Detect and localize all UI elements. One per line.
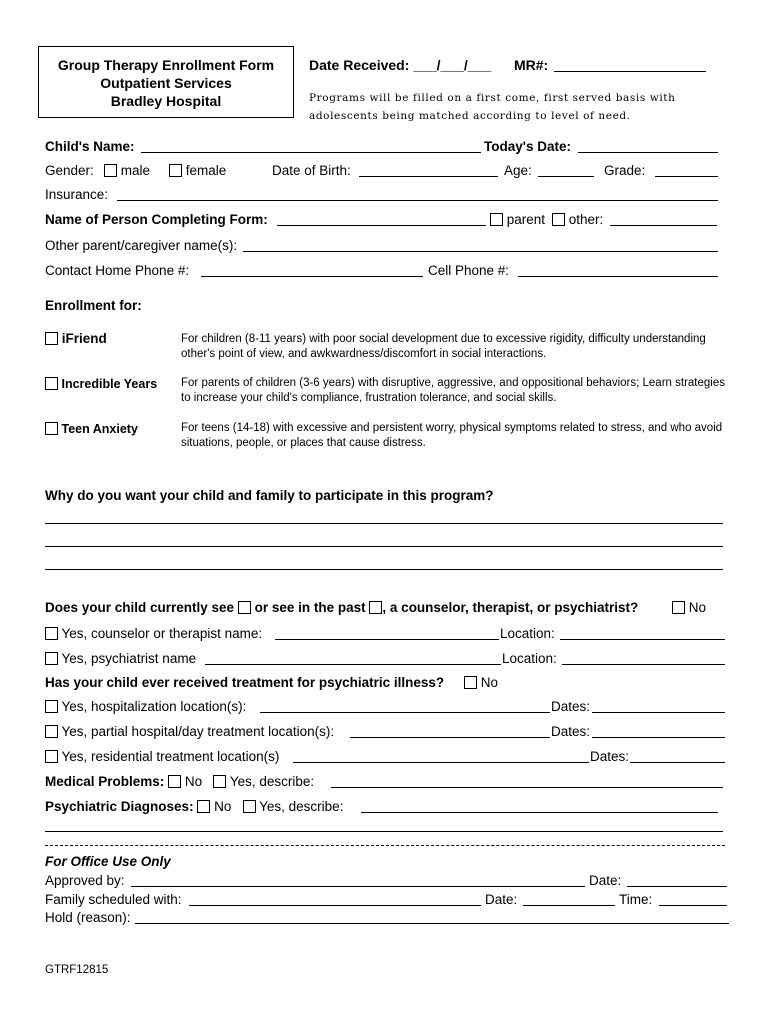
psychiatrist-checkbox[interactable] <box>45 652 58 665</box>
enrollment-note: Programs will be filled on a first come, first served basis with adolescents being matched according to level of need. <box>309 92 676 122</box>
ifriend-checkbox[interactable] <box>45 332 58 345</box>
psychiatrist-name-field[interactable] <box>205 664 501 665</box>
enrollment-heading: Enrollment for: <box>45 298 142 313</box>
counselor-location-field[interactable] <box>560 639 725 640</box>
medical-problems-row <box>45 774 314 790</box>
counselor-name-field[interactable] <box>275 639 499 640</box>
medical-problems-label: Medical Problems: <box>45 774 165 789</box>
person-completing-field[interactable] <box>277 225 486 226</box>
grade-field[interactable] <box>655 176 718 177</box>
counselor-label: Yes, counselor or therapist name: <box>61 626 263 641</box>
counselor-no-option[interactable] <box>672 600 706 616</box>
female-label: female <box>185 163 227 178</box>
psychiatrist-label: Yes, psychiatrist name <box>61 651 197 666</box>
psychiatric-yes-checkbox[interactable] <box>243 800 256 813</box>
counselor-checkbox[interactable] <box>45 627 58 640</box>
hospitalization-dates-field[interactable] <box>592 712 725 713</box>
home-phone-label: Contact Home Phone #: <box>45 263 190 278</box>
insurance-label: Insurance: <box>45 187 109 202</box>
no-label: No <box>214 799 232 814</box>
hospitalization-label: Yes, hospitalization location(s): <box>61 699 247 714</box>
no-checkbox[interactable] <box>464 676 477 689</box>
office-divider <box>45 845 725 846</box>
hospitalization-option[interactable] <box>45 699 246 715</box>
grade-label: Grade: <box>604 163 646 178</box>
parent-label: parent <box>506 212 546 227</box>
question-part: or see in the past <box>254 600 366 615</box>
psychiatric-diagnoses-row <box>45 799 343 815</box>
partial-hospital-location-field[interactable] <box>350 737 550 738</box>
other-label: other: <box>568 212 604 227</box>
scheduled-date-label: Date: <box>485 892 518 907</box>
treatment-question: Has your child ever received treatment for psychiatric illness? <box>45 675 445 690</box>
no-checkbox[interactable] <box>672 601 685 614</box>
age-field[interactable] <box>538 176 594 177</box>
program-description: For children (8-11 years) with poor social development due to excessive rigidity, difficulty understanding other's point of view, and awkwardness/discomfort in social interactions. <box>181 333 706 360</box>
mr-field[interactable] <box>554 71 706 72</box>
medical-no-checkbox[interactable] <box>168 775 181 788</box>
medical-problems-field[interactable] <box>331 787 723 788</box>
other-parent-label: Other parent/caregiver name(s): <box>45 238 238 253</box>
child-name-label: Child's Name: <box>45 139 135 154</box>
yes-describe-label: Yes, describe: <box>229 774 315 789</box>
no-label: No <box>688 600 707 615</box>
female-checkbox[interactable] <box>169 164 182 177</box>
program-name: Teen Anxiety <box>61 422 138 436</box>
cell-phone-label: Cell Phone #: <box>428 263 510 278</box>
dob-label: Date of Birth: <box>272 163 351 178</box>
mr-label: MR#: <box>514 57 549 73</box>
currently-checkbox[interactable] <box>238 601 251 614</box>
counselor-yes-option[interactable] <box>45 626 262 642</box>
hospitalization-checkbox[interactable] <box>45 700 58 713</box>
why-answer-line-2[interactable] <box>45 546 723 547</box>
program-description: For teens (14-18) with excessive and persistent worry, physical symptoms related to stress, and who avoid situations, people, or places that cause distress. <box>181 422 723 449</box>
parent-checkbox[interactable] <box>490 213 503 226</box>
partial-hospital-option[interactable] <box>45 724 334 740</box>
psychiatric-diagnoses-label: Psychiatric Diagnoses: <box>45 799 194 814</box>
residential-dates-field[interactable] <box>630 762 725 763</box>
approved-by-field[interactable] <box>131 886 585 887</box>
psychiatrist-location-field[interactable] <box>562 664 725 665</box>
approved-date-label: Date: <box>589 873 622 888</box>
treatment-no-option[interactable] <box>464 675 498 691</box>
question-part: Does your child currently see <box>45 600 235 615</box>
location-label: Location: <box>502 651 557 666</box>
residential-option[interactable] <box>45 749 279 765</box>
age-label: Age: <box>504 163 532 178</box>
teen-anxiety-checkbox[interactable] <box>45 422 58 435</box>
program-name: Incredible Years <box>61 377 158 391</box>
program-name: iFriend <box>61 331 107 346</box>
partial-hospital-dates-field[interactable] <box>592 737 725 738</box>
hospital-name: Bradley Hospital <box>110 93 222 109</box>
male-checkbox[interactable] <box>104 164 117 177</box>
date-received-label: Date Received: ___/___/___ <box>309 57 492 73</box>
program-teen-anxiety[interactable] <box>45 421 138 437</box>
hold-reason-field[interactable] <box>135 923 729 924</box>
counselor-question <box>45 600 638 616</box>
dates-label: Dates: <box>551 699 591 714</box>
medical-yes-checkbox[interactable] <box>213 775 226 788</box>
family-scheduled-field[interactable] <box>189 905 481 906</box>
todays-date-field[interactable] <box>578 152 718 153</box>
approved-by-label: Approved by: <box>45 873 125 888</box>
dates-label: Dates: <box>551 724 591 739</box>
insurance-field[interactable] <box>117 200 718 201</box>
form-code: GTRF12815 <box>45 964 109 976</box>
parent-option[interactable] <box>490 212 545 228</box>
no-label: No <box>480 675 499 690</box>
office-use-heading: For Office Use Only <box>45 854 171 869</box>
residential-location-field[interactable] <box>293 762 589 763</box>
program-incredible-years[interactable] <box>45 376 157 392</box>
gender-female-option[interactable] <box>169 163 226 179</box>
form-title-box <box>38 46 294 118</box>
male-label: male <box>120 163 151 178</box>
gender-male-option[interactable] <box>104 163 150 179</box>
psychiatrist-yes-option[interactable] <box>45 651 196 667</box>
hold-reason-label: Hold (reason): <box>45 910 131 925</box>
other-checkbox[interactable] <box>552 213 565 226</box>
past-checkbox[interactable] <box>369 601 382 614</box>
approved-date-field[interactable] <box>627 886 727 887</box>
hospitalization-location-field[interactable] <box>260 712 550 713</box>
person-completing-label: Name of Person Completing Form: <box>45 212 268 227</box>
residential-label: Yes, residential treatment location(s) <box>61 749 280 764</box>
cell-phone-field[interactable] <box>518 276 718 277</box>
time-label: Time: <box>619 892 653 907</box>
yes-describe-label: Yes, describe: <box>259 799 344 814</box>
dob-field[interactable] <box>359 176 498 177</box>
psychiatric-diagnoses-field[interactable] <box>361 812 718 813</box>
program-ifriend[interactable] <box>45 331 107 347</box>
other-field[interactable] <box>610 225 717 226</box>
why-question: Why do you want your child and family to participate in this program? <box>45 488 494 503</box>
partial-hospital-label: Yes, partial hospital/day treatment location(s): <box>61 724 335 739</box>
location-label: Location: <box>500 626 555 641</box>
partial-hospital-checkbox[interactable] <box>45 725 58 738</box>
program-description: For parents of children (3-6 years) with disruptive, aggressive, and oppositional behaviors; Learn strategies to increase your child's compliance, frustration tolerance, and social skills. <box>181 377 725 404</box>
other-option[interactable] <box>552 212 603 228</box>
residential-checkbox[interactable] <box>45 750 58 763</box>
other-parent-field[interactable] <box>243 251 718 252</box>
psychiatric-no-checkbox[interactable] <box>197 800 210 813</box>
why-answer-line-3[interactable] <box>45 569 723 570</box>
no-label: No <box>184 774 203 789</box>
family-scheduled-label: Family scheduled with: <box>45 892 182 907</box>
question-part: , a counselor, therapist, or psychiatrist? <box>382 600 639 615</box>
todays-date-label: Today's Date: <box>484 139 571 154</box>
gender-label: Gender: <box>45 163 94 178</box>
time-field[interactable] <box>659 905 727 906</box>
child-name-field[interactable] <box>141 152 481 153</box>
psychiatric-diagnoses-field-2[interactable] <box>45 831 723 832</box>
scheduled-date-field[interactable] <box>523 905 615 906</box>
home-phone-field[interactable] <box>201 276 423 277</box>
form-title: Group Therapy Enrollment Form <box>57 57 275 73</box>
form-subtitle: Outpatient Services <box>100 75 232 91</box>
dates-label: Dates: <box>590 749 630 764</box>
why-answer-line-1[interactable] <box>45 523 723 524</box>
incredible-years-checkbox[interactable] <box>45 377 58 390</box>
